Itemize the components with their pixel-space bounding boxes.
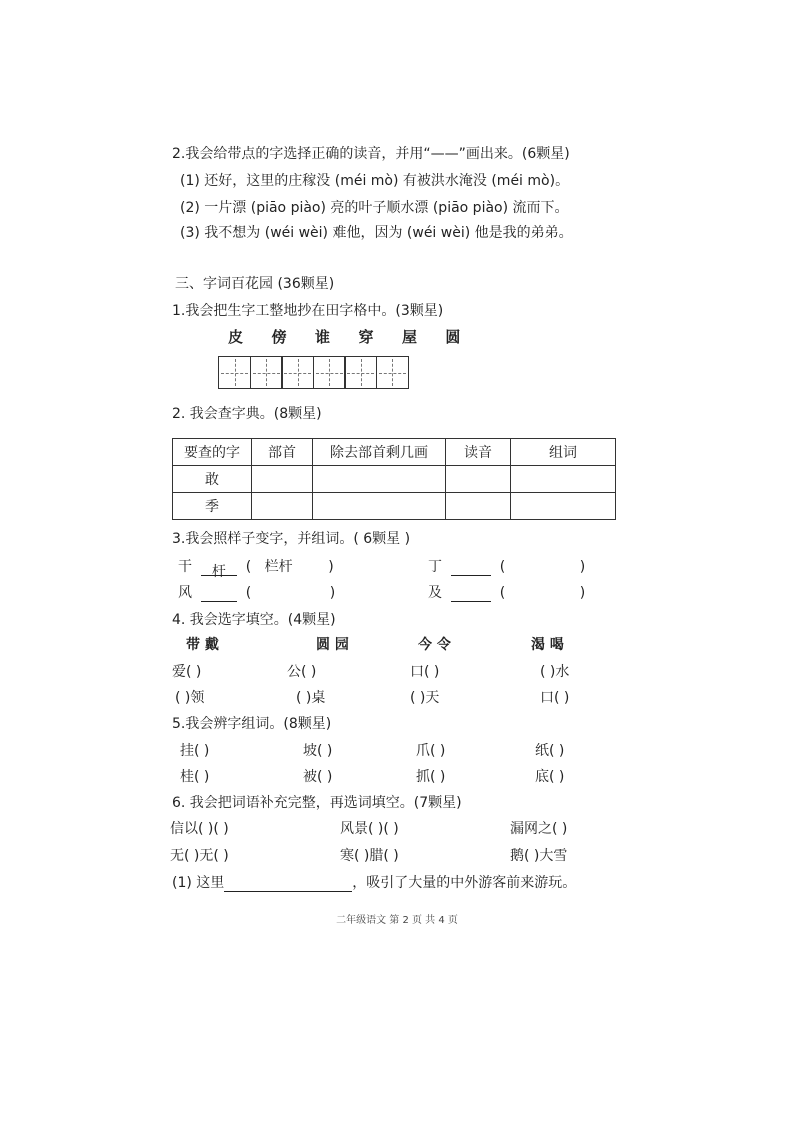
q3-3-title: 3.我会照样子变字，并组词。( 6颗星 ) bbox=[172, 531, 411, 547]
char-1: 皮 bbox=[228, 328, 244, 346]
fill-item[interactable]: ( )天 bbox=[410, 690, 440, 706]
row-char: 季 bbox=[173, 493, 252, 520]
table-row bbox=[173, 466, 616, 493]
char-5: 屋 bbox=[401, 328, 417, 346]
fill-item[interactable]: 口( ) bbox=[410, 664, 440, 680]
grid-cell[interactable] bbox=[250, 356, 283, 389]
answer-cell[interactable] bbox=[313, 493, 446, 520]
header-cell: 要查的字 bbox=[173, 439, 252, 466]
example-char: 杆 bbox=[211, 564, 226, 580]
sentence-start: (1) 这里 bbox=[172, 875, 225, 891]
fill-item[interactable]: ( )水 bbox=[540, 664, 570, 680]
fill-item[interactable]: 挂( ) bbox=[180, 743, 210, 759]
sentence-end: ，吸引了大量的中外游客前来游玩。 bbox=[352, 875, 577, 891]
char-6: 圆 bbox=[445, 328, 461, 346]
page-footer: 二年级语文 第 2 页 共 4 页 bbox=[336, 915, 458, 926]
table-header-row bbox=[173, 439, 616, 466]
char-label: 丁 bbox=[428, 559, 442, 575]
grid-cell[interactable] bbox=[313, 356, 346, 389]
q3-3-row-2-left: 风 ( ) bbox=[178, 585, 336, 601]
char-4: 穿 bbox=[358, 328, 374, 346]
fill-item[interactable]: 抓( ) bbox=[416, 769, 446, 785]
answer-cell[interactable] bbox=[252, 493, 313, 520]
header-cell: 部首 bbox=[252, 439, 313, 466]
fill-item[interactable]: 纸( ) bbox=[535, 743, 565, 759]
answer-blank[interactable] bbox=[451, 561, 491, 576]
example-word: 栏杆 bbox=[264, 559, 293, 575]
fill-item[interactable]: 寒( )腊( ) bbox=[340, 848, 399, 864]
fill-item[interactable]: 鹅( )大雪 bbox=[510, 848, 568, 864]
q2-line-3: (3) 我不想为 (wéi wèi) 难他，因为 (wéi wèi) 他是我的弟弟。 bbox=[180, 225, 573, 241]
fill-item[interactable]: 漏网之( ) bbox=[510, 821, 568, 837]
q3-3-row-1-left: 干 杆 ( 栏杆 ) bbox=[178, 559, 334, 580]
answer-blank[interactable] bbox=[224, 877, 352, 892]
answer-cell[interactable] bbox=[252, 466, 313, 493]
sentence-fill bbox=[172, 872, 576, 892]
header-cell: 组词 bbox=[511, 439, 616, 466]
header-cell: 除去部首剩几画 bbox=[313, 439, 446, 466]
fill-item[interactable]: 公( ) bbox=[287, 664, 317, 680]
q2-line-1: (1) 还好，这里的庄稼没 (méi mò) 有被洪水淹没 (méi mò)。 bbox=[180, 173, 570, 189]
answer-cell[interactable] bbox=[511, 466, 616, 493]
q3-2-title: 2. 我会查字典。(8颗星) bbox=[172, 406, 322, 422]
fill-item[interactable]: 被( ) bbox=[303, 769, 333, 785]
char-label: 及 bbox=[428, 585, 442, 601]
choice-4: 渴 喝 bbox=[531, 637, 564, 653]
grid-cell[interactable] bbox=[344, 356, 377, 389]
q3-5-title: 5.我会辨字组词。(8颗星) bbox=[172, 716, 332, 732]
row-char: 敢 bbox=[173, 466, 252, 493]
grid-cell[interactable] bbox=[376, 356, 409, 389]
fill-item[interactable]: 信以( )( ) bbox=[170, 821, 229, 837]
char-2: 傍 bbox=[271, 328, 287, 346]
fill-item[interactable]: ( )桌 bbox=[296, 690, 326, 706]
answer-cell[interactable] bbox=[446, 466, 511, 493]
example-answer bbox=[201, 561, 237, 580]
q3-3-row-2-right: 及 ( ) bbox=[428, 585, 586, 601]
answer-cell[interactable] bbox=[511, 493, 616, 520]
fill-item[interactable]: 无( )无( ) bbox=[170, 848, 229, 864]
answer-blank[interactable] bbox=[201, 587, 237, 602]
fill-item[interactable]: ( )领 bbox=[175, 690, 205, 706]
char-label: 干 bbox=[178, 559, 192, 575]
choice-3: 今 令 bbox=[418, 637, 451, 653]
answer-cell[interactable] bbox=[313, 466, 446, 493]
header-cell: 读音 bbox=[446, 439, 511, 466]
char-3: 谁 bbox=[314, 328, 330, 346]
q3-1-title: 1.我会把生字工整地抄在田字格中。(3颗星) bbox=[172, 303, 444, 319]
fill-item[interactable]: 口( ) bbox=[540, 690, 570, 706]
fill-item[interactable]: 爱( ) bbox=[172, 664, 202, 680]
answer-cell[interactable] bbox=[446, 493, 511, 520]
answer-blank[interactable] bbox=[451, 587, 491, 602]
dictionary-table bbox=[172, 438, 616, 520]
q3-6-title: 6. 我会把词语补充完整，再选词填空。(7颗星) bbox=[172, 795, 462, 811]
q2-title: 2.我会给带点的字选择正确的读音，并用“——”画出来。(6颗星) bbox=[172, 146, 570, 162]
fill-item[interactable]: 底( ) bbox=[535, 769, 565, 785]
table-row bbox=[173, 493, 616, 520]
char-label: 风 bbox=[178, 585, 192, 601]
char-row bbox=[228, 326, 460, 347]
q3-3-row-1-right: 丁 ( ) bbox=[428, 559, 586, 575]
q2-line-2: (2) 一片漂 (piāo piào) 亮的叶子顺水漂 (piāo piào) 流而下。 bbox=[180, 200, 569, 216]
choice-2: 圆 园 bbox=[316, 637, 349, 653]
grid-cell[interactable] bbox=[218, 356, 251, 389]
tian-zi-grid bbox=[218, 356, 407, 389]
section3-title: 三、字词百花园 (36颗星) bbox=[175, 276, 335, 292]
q3-4-title: 4. 我会选字填空。(4颗星) bbox=[172, 612, 336, 628]
fill-item[interactable]: 风景( )( ) bbox=[340, 821, 399, 837]
choice-1: 带 戴 bbox=[186, 637, 219, 653]
grid-cell[interactable] bbox=[281, 356, 314, 389]
fill-item[interactable]: 桂( ) bbox=[180, 769, 210, 785]
fill-item[interactable]: 爪( ) bbox=[416, 743, 446, 759]
fill-item[interactable]: 坡( ) bbox=[303, 743, 333, 759]
